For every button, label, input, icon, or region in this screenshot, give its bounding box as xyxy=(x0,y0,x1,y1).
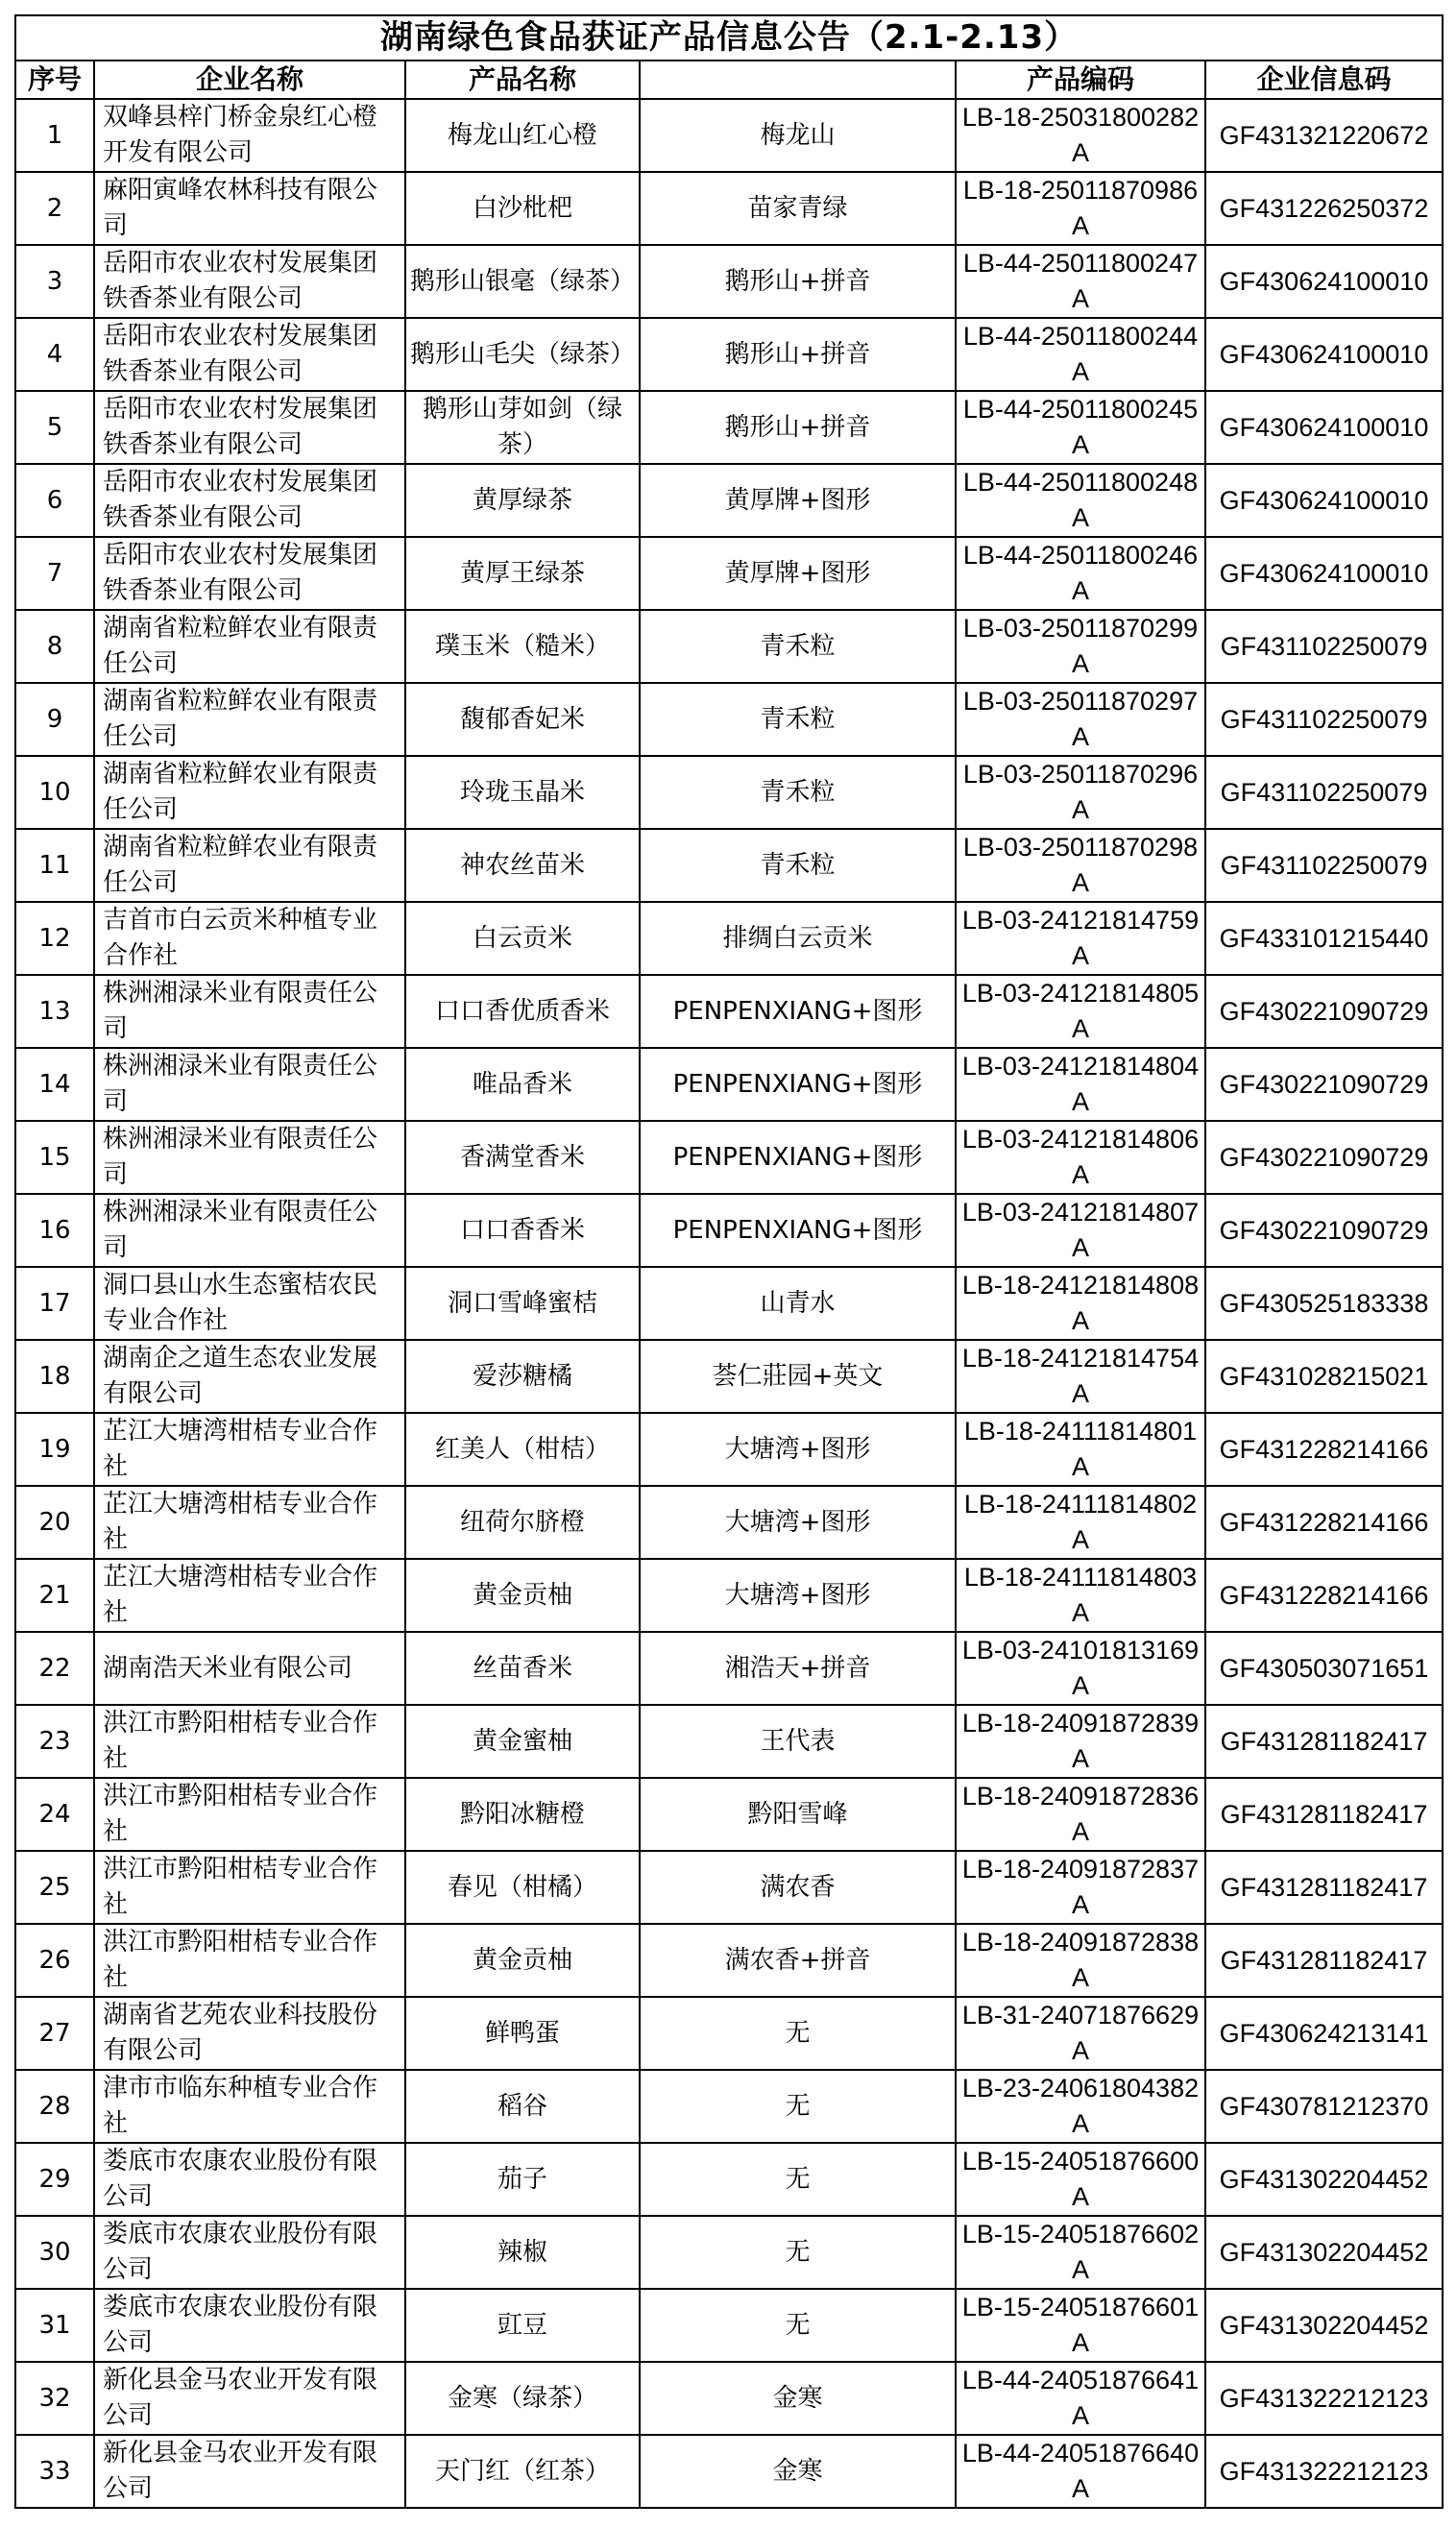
brand-name: 无 xyxy=(640,2216,956,2289)
brand-name: 青禾粒 xyxy=(640,756,956,829)
company-name: 岳阳市农业农村发展集团铁香茶业有限公司 xyxy=(94,464,405,537)
company-name: 岳阳市农业农村发展集团铁香茶业有限公司 xyxy=(94,318,405,391)
company-name: 娄底市农康农业股份有限公司 xyxy=(94,2216,405,2289)
product-name: 爱莎糖橘 xyxy=(405,1340,640,1413)
product-code: LB-18-24111814802A xyxy=(956,1486,1205,1559)
row-number: 23 xyxy=(15,1705,94,1778)
table-row xyxy=(15,1851,1443,1924)
company-name: 新化县金马农业开发有限公司 xyxy=(94,2435,405,2508)
product-code: LB-03-24121814806A xyxy=(956,1121,1205,1194)
table-row xyxy=(15,1048,1443,1121)
row-number: 31 xyxy=(15,2289,94,2362)
brand-name: 黔阳雪峰 xyxy=(640,1778,956,1851)
row-number: 15 xyxy=(15,1121,94,1194)
row-number: 29 xyxy=(15,2143,94,2216)
product-name: 璞玉米（糙米） xyxy=(405,610,640,683)
company-name: 湖南省粒粒鲜农业有限责任公司 xyxy=(94,610,405,683)
product-name: 梅龙山红心橙 xyxy=(405,99,640,172)
product-code: LB-31-24071876629A xyxy=(956,1997,1205,2070)
product-name: 稻谷 xyxy=(405,2070,640,2143)
company-info-code: GF430624100010 xyxy=(1205,318,1443,391)
product-name: 香满堂香米 xyxy=(405,1121,640,1194)
company-info-code: GF430624100010 xyxy=(1205,245,1443,318)
row-number: 3 xyxy=(15,245,94,318)
row-number: 22 xyxy=(15,1632,94,1705)
row-number: 30 xyxy=(15,2216,94,2289)
brand-name: 无 xyxy=(640,2289,956,2362)
table-row xyxy=(15,1121,1443,1194)
product-code: LB-44-24051876641A xyxy=(956,2362,1205,2435)
table-row xyxy=(15,829,1443,902)
company-info-code: GF431321220672 xyxy=(1205,99,1443,172)
row-number: 5 xyxy=(15,391,94,464)
row-number: 17 xyxy=(15,1267,94,1340)
company-name: 株洲湘渌米业有限责任公司 xyxy=(94,1194,405,1267)
company-name: 岳阳市农业农村发展集团铁香茶业有限公司 xyxy=(94,391,405,464)
brand-name: PENPENXIANG+图形 xyxy=(640,1121,956,1194)
company-name: 湖南浩天米业有限公司 xyxy=(94,1632,405,1705)
company-info-code: GF431281182417 xyxy=(1205,1924,1443,1997)
product-name: 红美人（柑桔） xyxy=(405,1413,640,1486)
table-row xyxy=(15,1340,1443,1413)
table-row xyxy=(15,318,1443,391)
brand-name: 无 xyxy=(640,2143,956,2216)
product-name: 口口香优质香米 xyxy=(405,975,640,1048)
row-number: 10 xyxy=(15,756,94,829)
brand-name: 黄厚牌+图形 xyxy=(640,537,956,610)
product-code: LB-18-24121814808A xyxy=(956,1267,1205,1340)
company-name: 津市市临东种植专业合作社 xyxy=(94,2070,405,2143)
product-name: 天门红（红茶） xyxy=(405,2435,640,2508)
brand-name: 金寒 xyxy=(640,2362,956,2435)
row-number: 20 xyxy=(15,1486,94,1559)
company-name: 新化县金马农业开发有限公司 xyxy=(94,2362,405,2435)
company-name: 芷江大塘湾柑桔专业合作社 xyxy=(94,1559,405,1632)
company-name: 芷江大塘湾柑桔专业合作社 xyxy=(94,1413,405,1486)
product-name: 辣椒 xyxy=(405,2216,640,2289)
company-info-code: GF431281182417 xyxy=(1205,1778,1443,1851)
row-number: 33 xyxy=(15,2435,94,2508)
company-info-code: GF430221090729 xyxy=(1205,975,1443,1048)
product-code: LB-18-24111814801A xyxy=(956,1413,1205,1486)
company-info-code: GF431102250079 xyxy=(1205,829,1443,902)
brand-name: PENPENXIANG+图形 xyxy=(640,1194,956,1267)
company-info-code: GF430624100010 xyxy=(1205,537,1443,610)
product-name: 鹅形山芽如剑（绿茶） xyxy=(405,391,640,464)
company-name: 湖南企之道生态农业发展有限公司 xyxy=(94,1340,405,1413)
company-name: 岳阳市农业农村发展集团铁香茶业有限公司 xyxy=(94,537,405,610)
company-info-code: GF431102250079 xyxy=(1205,756,1443,829)
product-name: 黄厚绿茶 xyxy=(405,464,640,537)
brand-name: 金寒 xyxy=(640,2435,956,2508)
company-name: 双峰县梓门桥金泉红心橙开发有限公司 xyxy=(94,99,405,172)
company-name: 娄底市农康农业股份有限公司 xyxy=(94,2143,405,2216)
brand-name: 鹅形山+拼音 xyxy=(640,245,956,318)
row-number: 1 xyxy=(15,99,94,172)
product-name: 洞口雪峰蜜桔 xyxy=(405,1267,640,1340)
product-code: LB-03-25011870297A xyxy=(956,683,1205,756)
table-row xyxy=(15,902,1443,975)
company-name: 株洲湘渌米业有限责任公司 xyxy=(94,975,405,1048)
company-info-code: GF430221090729 xyxy=(1205,1194,1443,1267)
brand-name: 排绸白云贡米 xyxy=(640,902,956,975)
company-info-code: GF431228214166 xyxy=(1205,1559,1443,1632)
header-brand xyxy=(640,61,956,99)
product-code: LB-18-24091872839A xyxy=(956,1705,1205,1778)
product-code: LB-15-24051876602A xyxy=(956,2216,1205,2289)
row-number: 4 xyxy=(15,318,94,391)
brand-name: 满农香+拼音 xyxy=(640,1924,956,1997)
company-name: 娄底市农康农业股份有限公司 xyxy=(94,2289,405,2362)
table-row xyxy=(15,172,1443,245)
company-info-code: GF431102250079 xyxy=(1205,683,1443,756)
company-info-code: GF430221090729 xyxy=(1205,1121,1443,1194)
brand-name: 大塘湾+图形 xyxy=(640,1413,956,1486)
brand-name: 梅龙山 xyxy=(640,99,956,172)
product-code: LB-03-24101813169A xyxy=(956,1632,1205,1705)
company-name: 洪江市黔阳柑桔专业合作社 xyxy=(94,1851,405,1924)
product-name: 玲珑玉晶米 xyxy=(405,756,640,829)
header-code: 产品编码 xyxy=(956,61,1205,99)
table-row xyxy=(15,610,1443,683)
table-row xyxy=(15,1705,1443,1778)
product-code: LB-18-24091872837A xyxy=(956,1851,1205,1924)
table-row xyxy=(15,1194,1443,1267)
product-name: 黄金贡柚 xyxy=(405,1559,640,1632)
page-title: 湖南绿色食品获证产品信息公告（2.1-2.13） xyxy=(15,15,1443,61)
product-name: 鹅形山银毫（绿茶） xyxy=(405,245,640,318)
row-number: 32 xyxy=(15,2362,94,2435)
brand-name: 青禾粒 xyxy=(640,610,956,683)
brand-name: 苗家青绿 xyxy=(640,172,956,245)
company-info-code: GF431322212123 xyxy=(1205,2362,1443,2435)
company-info-code: GF431028215021 xyxy=(1205,1340,1443,1413)
product-code: LB-18-24091872836A xyxy=(956,1778,1205,1851)
product-name: 鹅形山毛尖（绿茶） xyxy=(405,318,640,391)
product-code: LB-44-25011800246A xyxy=(956,537,1205,610)
brand-name: 无 xyxy=(640,1997,956,2070)
row-number: 12 xyxy=(15,902,94,975)
product-name: 黄金贡柚 xyxy=(405,1924,640,1997)
product-name: 神农丝苗米 xyxy=(405,829,640,902)
company-info-code: GF430624100010 xyxy=(1205,391,1443,464)
row-number: 25 xyxy=(15,1851,94,1924)
row-number: 19 xyxy=(15,1413,94,1486)
table-row xyxy=(15,1486,1443,1559)
table-row xyxy=(15,975,1443,1048)
row-number: 16 xyxy=(15,1194,94,1267)
brand-name: 满农香 xyxy=(640,1851,956,1924)
company-name: 岳阳市农业农村发展集团铁香茶业有限公司 xyxy=(94,245,405,318)
table-row xyxy=(15,391,1443,464)
company-info-code: GF431102250079 xyxy=(1205,610,1443,683)
product-code: LB-15-24051876601A xyxy=(956,2289,1205,2362)
company-info-code: GF431302204452 xyxy=(1205,2143,1443,2216)
product-code: LB-44-25011800245A xyxy=(956,391,1205,464)
product-code: LB-18-25031800282A xyxy=(956,99,1205,172)
row-number: 2 xyxy=(15,172,94,245)
table-row xyxy=(15,537,1443,610)
brand-name: 黄厚牌+图形 xyxy=(640,464,956,537)
company-info-code: GF433101215440 xyxy=(1205,902,1443,975)
company-info-code: GF431228214166 xyxy=(1205,1413,1443,1486)
row-number: 21 xyxy=(15,1559,94,1632)
brand-name: PENPENXIANG+图形 xyxy=(640,975,956,1048)
table-row xyxy=(15,1924,1443,1997)
table-row xyxy=(15,2435,1443,2508)
brand-name: 青禾粒 xyxy=(640,683,956,756)
product-code: LB-15-24051876600A xyxy=(956,2143,1205,2216)
brand-name: 大塘湾+图形 xyxy=(640,1486,956,1559)
row-number: 28 xyxy=(15,2070,94,2143)
company-info-code: GF430221090729 xyxy=(1205,1048,1443,1121)
brand-name: 湘浩天+拼音 xyxy=(640,1632,956,1705)
company-name: 洪江市黔阳柑桔专业合作社 xyxy=(94,1705,405,1778)
row-number: 7 xyxy=(15,537,94,610)
row-number: 24 xyxy=(15,1778,94,1851)
company-name: 洪江市黔阳柑桔专业合作社 xyxy=(94,1924,405,1997)
company-info-code: GF430503071651 xyxy=(1205,1632,1443,1705)
product-name: 金寒（绿茶） xyxy=(405,2362,640,2435)
company-info-code: GF431281182417 xyxy=(1205,1851,1443,1924)
product-code: LB-44-24051876640A xyxy=(956,2435,1205,2508)
product-name: 馥郁香妃米 xyxy=(405,683,640,756)
product-name: 茄子 xyxy=(405,2143,640,2216)
product-name: 黄厚王绿茶 xyxy=(405,537,640,610)
product-code: LB-03-25011870298A xyxy=(956,829,1205,902)
table-row xyxy=(15,2289,1443,2362)
product-code: LB-18-24111814803A xyxy=(956,1559,1205,1632)
table-row xyxy=(15,2143,1443,2216)
product-name: 黔阳冰糖橙 xyxy=(405,1778,640,1851)
company-name: 湖南省粒粒鲜农业有限责任公司 xyxy=(94,756,405,829)
product-code: LB-44-25011800247A xyxy=(956,245,1205,318)
product-name: 唯品香米 xyxy=(405,1048,640,1121)
company-info-code: GF430525183338 xyxy=(1205,1267,1443,1340)
company-info-code: GF430624100010 xyxy=(1205,464,1443,537)
table-row xyxy=(15,1997,1443,2070)
row-number: 13 xyxy=(15,975,94,1048)
brand-name: 无 xyxy=(640,2070,956,2143)
brand-name: 王代表 xyxy=(640,1705,956,1778)
row-number: 14 xyxy=(15,1048,94,1121)
company-info-code: GF431228214166 xyxy=(1205,1486,1443,1559)
table-row xyxy=(15,1778,1443,1851)
company-info-code: GF431302204452 xyxy=(1205,2289,1443,2362)
table-row xyxy=(15,2070,1443,2143)
product-name: 春见（柑橘） xyxy=(405,1851,640,1924)
product-name: 丝苗香米 xyxy=(405,1632,640,1705)
company-name: 洞口县山水生态蜜桔农民专业合作社 xyxy=(94,1267,405,1340)
row-number: 18 xyxy=(15,1340,94,1413)
table-row xyxy=(15,2216,1443,2289)
company-info-code: GF430624213141 xyxy=(1205,1997,1443,2070)
table-row xyxy=(15,1413,1443,1486)
company-name: 湖南省粒粒鲜农业有限责任公司 xyxy=(94,829,405,902)
table-row xyxy=(15,1559,1443,1632)
row-number: 6 xyxy=(15,464,94,537)
product-name: 口口香香米 xyxy=(405,1194,640,1267)
row-number: 8 xyxy=(15,610,94,683)
table-body xyxy=(15,99,1443,2508)
table-row xyxy=(15,245,1443,318)
product-code: LB-03-24121814805A xyxy=(956,975,1205,1048)
product-code: LB-18-24121814754A xyxy=(956,1340,1205,1413)
company-info-code: GF431281182417 xyxy=(1205,1705,1443,1778)
brand-name: 大塘湾+图形 xyxy=(640,1559,956,1632)
product-name: 纽荷尔脐橙 xyxy=(405,1486,640,1559)
company-name: 湖南省艺苑农业科技股份有限公司 xyxy=(94,1997,405,2070)
table-row xyxy=(15,1632,1443,1705)
company-name: 麻阳寅峰农林科技有限公司 xyxy=(94,172,405,245)
product-code: LB-44-25011800248A xyxy=(956,464,1205,537)
header-product: 产品名称 xyxy=(405,61,640,99)
product-name: 鲜鸭蛋 xyxy=(405,1997,640,2070)
table-row xyxy=(15,1267,1443,1340)
company-info-code: GF431302204452 xyxy=(1205,2216,1443,2289)
product-code: LB-23-24061804382A xyxy=(956,2070,1205,2143)
product-name: 豇豆 xyxy=(405,2289,640,2362)
brand-name: 荟仁莊园+英文 xyxy=(640,1340,956,1413)
product-code: LB-03-25011870296A xyxy=(956,756,1205,829)
company-name: 湖南省粒粒鲜农业有限责任公司 xyxy=(94,683,405,756)
company-info-code: GF431226250372 xyxy=(1205,172,1443,245)
product-code: LB-03-25011870299A xyxy=(956,610,1205,683)
table-row xyxy=(15,683,1443,756)
company-name: 芷江大塘湾柑桔专业合作社 xyxy=(94,1486,405,1559)
product-code: LB-44-25011800244A xyxy=(956,318,1205,391)
product-name: 白云贡米 xyxy=(405,902,640,975)
table-row xyxy=(15,99,1443,172)
brand-name: 山青水 xyxy=(640,1267,956,1340)
header-no: 序号 xyxy=(15,61,94,99)
product-name: 白沙枇杷 xyxy=(405,172,640,245)
header-row xyxy=(15,61,1443,99)
header-company: 企业名称 xyxy=(94,61,405,99)
company-name: 洪江市黔阳柑桔专业合作社 xyxy=(94,1778,405,1851)
brand-name: 鹅形山+拼音 xyxy=(640,391,956,464)
table-row xyxy=(15,756,1443,829)
product-code: LB-18-25011870986A xyxy=(956,172,1205,245)
company-name: 株洲湘渌米业有限责任公司 xyxy=(94,1121,405,1194)
company-name: 吉首市白云贡米种植专业合作社 xyxy=(94,902,405,975)
row-number: 11 xyxy=(15,829,94,902)
product-code: LB-03-24121814807A xyxy=(956,1194,1205,1267)
row-number: 27 xyxy=(15,1997,94,2070)
announcement-sheet xyxy=(14,14,1442,2509)
company-info-code: GF430781212370 xyxy=(1205,2070,1443,2143)
company-name: 株洲湘渌米业有限责任公司 xyxy=(94,1048,405,1121)
product-name: 黄金蜜柚 xyxy=(405,1705,640,1778)
brand-name: PENPENXIANG+图形 xyxy=(640,1048,956,1121)
row-number: 26 xyxy=(15,1924,94,1997)
brand-name: 青禾粒 xyxy=(640,829,956,902)
brand-name: 鹅形山+拼音 xyxy=(640,318,956,391)
table-row xyxy=(15,464,1443,537)
table-row xyxy=(15,2362,1443,2435)
header-info: 企业信息码 xyxy=(1205,61,1443,99)
company-info-code: GF431322212123 xyxy=(1205,2435,1443,2508)
product-code: LB-03-24121814804A xyxy=(956,1048,1205,1121)
product-table xyxy=(14,14,1444,2509)
product-code: LB-18-24091872838A xyxy=(956,1924,1205,1997)
row-number: 9 xyxy=(15,683,94,756)
product-code: LB-03-24121814759A xyxy=(956,902,1205,975)
